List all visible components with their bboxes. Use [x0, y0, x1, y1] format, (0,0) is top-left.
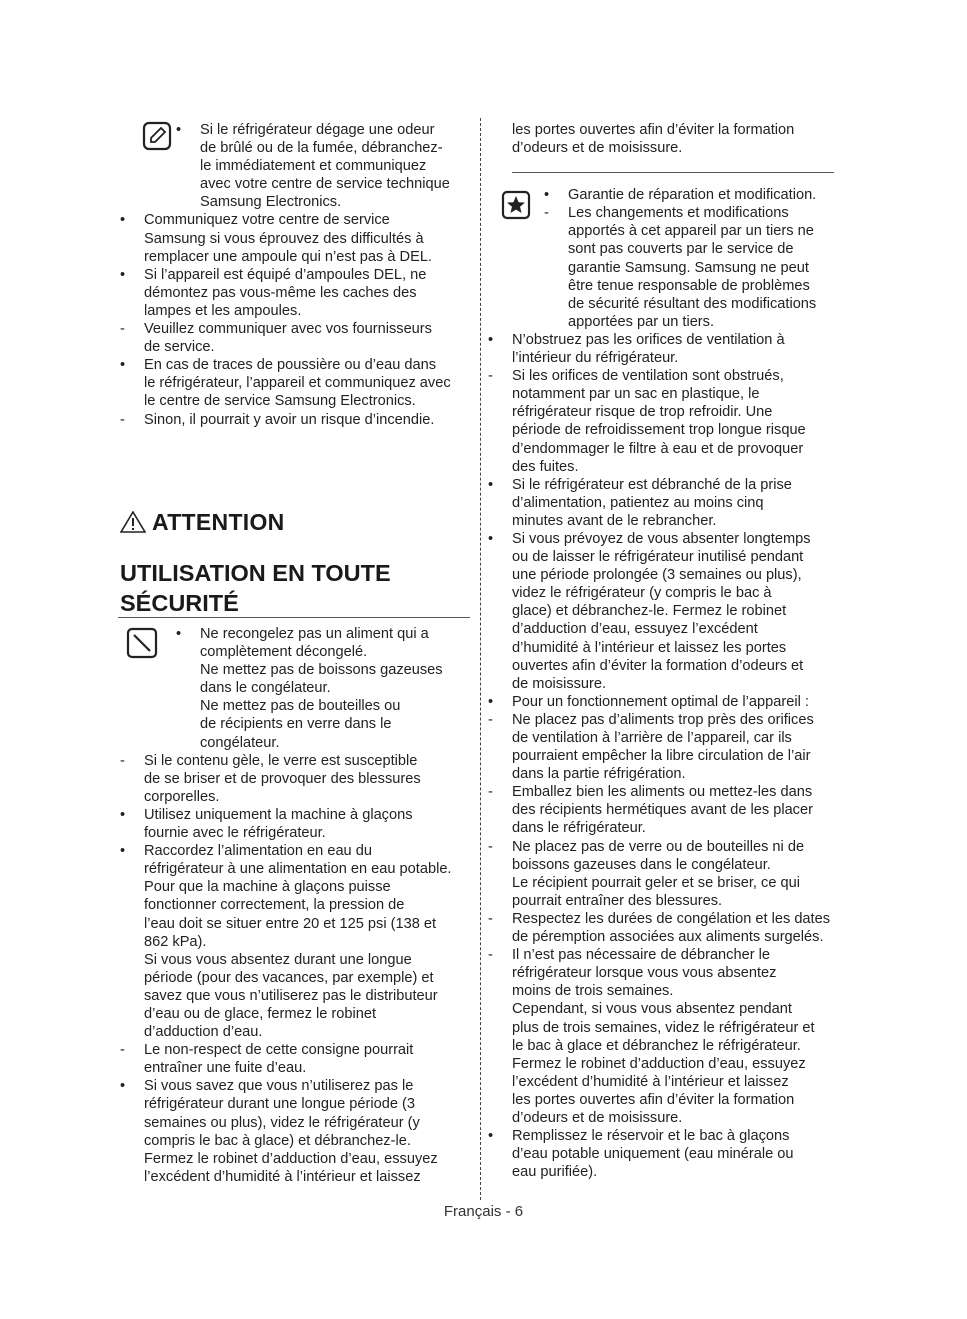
list-item — [486, 1055, 838, 1073]
item-text: sont pas couverts par le service de — [568, 241, 794, 258]
item-text: Veuillez communiquer avec vos fournisseurs — [144, 321, 432, 338]
line-text: Samsung Electronics. — [200, 194, 342, 211]
list-item — [118, 392, 470, 410]
list-item — [486, 801, 838, 819]
left-column — [118, 121, 470, 429]
list-item — [486, 838, 838, 856]
list-item — [486, 440, 838, 458]
line-text: complètement décongelé. — [200, 644, 368, 661]
text-line — [118, 193, 470, 211]
list-item — [486, 910, 838, 928]
list-item — [486, 458, 838, 476]
list-item — [118, 1059, 470, 1077]
list-item — [118, 896, 470, 914]
item-text: l’excédent d’humidité à l’intérieur et laissez — [512, 1073, 789, 1090]
list-item — [118, 284, 470, 302]
list-item — [486, 982, 838, 1000]
list-item — [486, 657, 838, 675]
item-text: Ne placez pas de verre ou de bouteilles ni de — [512, 838, 805, 855]
list-item — [486, 1127, 838, 1145]
bullet-marker: • — [488, 476, 494, 493]
list-item — [486, 313, 838, 331]
item-text: démontez pas vous-même les caches des — [144, 284, 417, 301]
list-item — [486, 566, 838, 584]
list-item — [118, 1150, 470, 1168]
item-text: Communiquez votre centre de service — [144, 212, 390, 229]
list-item — [486, 530, 838, 548]
item-text: Si le réfrigérateur est débranché de la prise — [512, 476, 792, 493]
bullet-marker: • — [176, 626, 182, 642]
list-item — [486, 222, 838, 240]
item-text: Raccordez l’alimentation en eau du — [144, 843, 372, 860]
item-text: d’eau ou de glace, fermez le robinet — [144, 1005, 377, 1022]
list-item — [486, 747, 838, 765]
text-line — [118, 157, 470, 175]
list-item — [486, 476, 838, 494]
line-text: de brûlé ou de la fumée, débranchez- — [200, 140, 443, 157]
bullet-marker: - — [120, 752, 125, 769]
list-item — [486, 584, 838, 602]
list-item — [118, 1114, 470, 1132]
list-item — [486, 1109, 838, 1127]
item-text: apportés à cet appareil par un tiers ne — [568, 223, 814, 240]
list-item — [118, 338, 470, 356]
right-column — [486, 121, 838, 1181]
text-line — [118, 679, 470, 697]
item-text: Emballez bien les aliments ou mettez-les dans — [512, 784, 813, 801]
list-item — [118, 806, 470, 824]
list-item — [118, 1095, 470, 1113]
list-item — [118, 411, 470, 429]
list-item — [118, 860, 470, 878]
bullet-marker: • — [120, 212, 126, 229]
item-text: pourraient empêcher la libre circulation de l’air — [512, 748, 811, 765]
list-item — [486, 204, 838, 222]
prohibited-note-block — [118, 625, 470, 752]
line-text: congélateur. — [200, 734, 280, 751]
item-text: dans le réfrigérateur. — [512, 820, 646, 837]
item-text: de moisissure. — [512, 675, 607, 692]
warning-triangle-icon — [120, 511, 146, 533]
item-text: de sécurité résultant des modifications — [568, 295, 817, 312]
list-item — [486, 711, 838, 729]
list-item — [118, 770, 470, 788]
list-item — [118, 842, 470, 860]
list-item — [118, 1023, 470, 1041]
item-text: Si le contenu gèle, le verre est susceptible — [144, 752, 418, 769]
item-text: Si l’appareil est équipé d’ampoules DEL, ne — [144, 266, 427, 283]
list-item — [118, 987, 470, 1005]
list-item — [486, 1000, 838, 1018]
text-line — [118, 625, 470, 643]
section-title: UTILISATION EN TOUTE SÉCURITÉ — [120, 560, 391, 616]
item-text: d’alimentation, patientez au moins cinq — [512, 494, 764, 511]
item-text: d’adduction d’eau. — [144, 1024, 263, 1041]
item-text: Les changements et modifications — [568, 205, 789, 222]
bullet-marker: • — [120, 806, 126, 823]
line-text: de récipients en verre dans le — [200, 716, 392, 733]
list-item — [486, 1145, 838, 1163]
item-text: 862 kPa). — [144, 933, 207, 950]
item-text: fonctionner correctement, la pression de — [144, 897, 405, 914]
list-item — [486, 892, 838, 910]
bullet-marker: - — [488, 838, 493, 855]
list-item — [486, 602, 838, 620]
item-text: d’endommager le filtre à eau et de provoquer — [512, 440, 804, 457]
list-item — [118, 933, 470, 951]
item-text: eau purifiée). — [512, 1164, 598, 1181]
item-text: l’intérieur du réfrigérateur. — [512, 350, 679, 367]
text-line: d’odeurs et de moisissure. — [512, 140, 683, 157]
list-item — [118, 878, 470, 896]
attention-heading: ATTENTION — [120, 509, 285, 536]
list-right — [486, 331, 838, 1181]
list-item — [118, 211, 470, 229]
list-item — [486, 512, 838, 530]
item-text: réfrigérateur à une alimentation en eau potable. — [144, 861, 452, 878]
item-text: période (pour des vacances, par exemple) et — [144, 969, 434, 986]
text-line — [118, 734, 470, 752]
bullet-marker: - — [488, 947, 493, 964]
bullet-marker: • — [488, 693, 494, 710]
text-line — [118, 715, 470, 733]
item-text: Si vous prévoyez de vous absenter longtemps — [512, 530, 811, 547]
item-text: dans la partie réfrigération. — [512, 766, 686, 783]
item-text: semaines ou plus), videz le réfrigérateur (y — [144, 1114, 420, 1131]
list-bottom — [118, 752, 470, 1186]
list-item — [118, 1168, 470, 1186]
item-text: réfrigérateur durant une longue période (3 — [144, 1096, 415, 1113]
list-item — [486, 675, 838, 693]
text-line — [118, 661, 470, 679]
text-line — [118, 121, 470, 139]
bullet-marker: - — [488, 784, 493, 801]
item-text: Pour un fonctionnement optimal de l’appareil : — [512, 693, 809, 710]
bullet-marker: - — [120, 1042, 125, 1059]
item-text: pourrait entraîner des blessures. — [512, 892, 723, 909]
list-item — [118, 320, 470, 338]
item-text: savez que vous n’utiliserez pas le distributeur — [144, 987, 438, 1004]
text-line — [118, 175, 470, 193]
bullet-marker: - — [544, 205, 549, 222]
item-text: une période prolongée (3 semaines ou plus), — [512, 567, 802, 584]
bullet-marker: - — [120, 321, 125, 338]
list-item — [118, 266, 470, 284]
item-text: Fermez le robinet d’adduction d’eau, essuyez — [512, 1055, 806, 1072]
item-text: Samsung si vous éprouvez des difficultés à — [144, 230, 424, 247]
list-item — [118, 230, 470, 248]
line-text: Ne mettez pas de boissons gazeuses — [200, 662, 443, 679]
list-item — [486, 946, 838, 964]
item-text: d’odeurs et de moisissure. — [512, 1109, 683, 1126]
item-text: le centre de service Samsung Electronics. — [144, 393, 416, 410]
item-text: Cependant, si vous vous absentez pendant — [512, 1001, 792, 1018]
bullet-marker: - — [488, 711, 493, 728]
list-item — [486, 729, 838, 747]
text-line: les portes ouvertes afin d’éviter la formation — [512, 122, 795, 138]
list-item — [486, 639, 838, 657]
line-text: dans le congélateur. — [200, 680, 331, 697]
line-text: Ne recongelez pas un aliment qui a — [200, 626, 429, 642]
line-text: Ne mettez pas de bouteilles ou — [200, 698, 401, 715]
item-text: videz le réfrigérateur (y compris le bac à — [512, 585, 772, 602]
list-item — [486, 856, 838, 874]
list-item — [118, 302, 470, 320]
list-item — [118, 1005, 470, 1023]
item-text: de service. — [144, 339, 215, 356]
item-text: remplacer une ampoule qui n’est pas à DEL. — [144, 248, 432, 265]
item-text: ou de laisser le réfrigérateur inutilisé pendant — [512, 549, 804, 566]
note-rule — [512, 172, 834, 173]
column-divider — [480, 118, 481, 1200]
list-item — [486, 1073, 838, 1091]
list-item — [486, 1019, 838, 1037]
list-item — [118, 915, 470, 933]
item-text: fournie avec le réfrigérateur. — [144, 825, 326, 842]
list-item — [118, 951, 470, 969]
list-item — [118, 356, 470, 374]
item-text: Le récipient pourrait geler et se briser, ce qui — [512, 874, 800, 891]
item-text: être tenue responsable de problèmes — [568, 277, 810, 294]
list-item — [118, 752, 470, 770]
list-item — [486, 928, 838, 946]
list-item — [486, 349, 838, 367]
left-column-lower — [118, 617, 470, 1186]
item-text: apportées par un tiers. — [568, 313, 715, 330]
list-item — [486, 421, 838, 439]
list-item — [118, 248, 470, 266]
item-text: En cas de traces de poussière ou d’eau dans — [144, 357, 437, 374]
section-rule — [118, 617, 470, 618]
list-item — [118, 969, 470, 987]
line-text: avec votre centre de service technique — [200, 176, 450, 193]
list-item — [486, 1091, 838, 1109]
list-item — [118, 1077, 470, 1095]
list-item — [486, 964, 838, 982]
list-item — [486, 240, 838, 258]
item-text: lampes et les ampoules. — [144, 302, 302, 319]
item-text: entraîner une fuite d’eau. — [144, 1060, 307, 1077]
list-item — [486, 783, 838, 801]
item-text: Ne placez pas d’aliments trop près des orifices — [512, 711, 814, 728]
list-item — [486, 548, 838, 566]
item-text: d’humidité à l’intérieur et laissez les portes — [512, 639, 787, 656]
bullet-marker: • — [488, 530, 494, 547]
item-text: des fuites. — [512, 458, 579, 475]
item-text: de ventilation à l’arrière de l’appareil, car ils — [512, 730, 792, 746]
item-text: des récipients hermétiques avant de les placer — [512, 802, 813, 819]
item-text: Pour que la machine à glaçons puisse — [144, 879, 391, 896]
list-item — [486, 367, 838, 385]
list-item — [486, 331, 838, 349]
list-item — [486, 620, 838, 638]
page-footer: Français - 6 — [443, 1203, 524, 1220]
list-item — [118, 788, 470, 806]
bullet-marker: • — [120, 1078, 126, 1095]
item-text: d’eau potable uniquement (eau minérale ou — [512, 1146, 794, 1163]
item-text: garantie Samsung. Samsung ne peut — [568, 259, 809, 276]
item-text: d’adduction d’eau, essuyez l’excédent — [512, 621, 758, 638]
bullet-marker: • — [176, 122, 182, 138]
list-item — [486, 295, 838, 313]
item-text: minutes avant de le rebrancher. — [512, 512, 717, 529]
list-item — [486, 277, 838, 295]
list-item — [486, 1163, 838, 1181]
item-text: moins de trois semaines. — [512, 983, 674, 1000]
item-text: le réfrigérateur, l’appareil et communiquez avec — [144, 375, 451, 392]
text-line — [118, 643, 470, 661]
item-text: Remplissez le réservoir et le bac à glaçons — [512, 1128, 790, 1145]
bullet-marker: - — [488, 368, 493, 385]
item-text: période de refroidissement trop longue risque — [512, 422, 806, 439]
item-text: N’obstruez pas les orifices de ventilation à — [512, 331, 785, 348]
list-item — [486, 693, 838, 711]
bullet-marker: - — [488, 910, 493, 927]
list-item — [118, 374, 470, 392]
item-text: les portes ouvertes afin d’éviter la formation — [512, 1091, 795, 1108]
item-text: Si vous savez que vous n’utiliserez pas le — [144, 1078, 414, 1095]
item-text: Le non-respect de cette consigne pourrait — [144, 1042, 414, 1059]
list-item — [486, 494, 838, 512]
bullet-marker: • — [120, 266, 126, 283]
list-item — [486, 819, 838, 837]
bullet-marker: • — [488, 1128, 494, 1145]
caution-note-block — [118, 121, 470, 211]
item-text: réfrigérateur lorsque vous vous absentez — [512, 965, 777, 982]
list-item — [486, 403, 838, 421]
item-text: l’eau doit se situer entre 20 et 125 psi (138 et — [144, 915, 437, 932]
item-text: réfrigérateur risque de trop refroidir. Une — [512, 404, 773, 421]
text-line — [118, 697, 470, 715]
list-item — [486, 259, 838, 277]
list-item — [486, 1037, 838, 1055]
warranty-note — [486, 186, 838, 331]
list-item — [486, 874, 838, 892]
item-text: l’excédent d’humidité à l’intérieur et laissez — [144, 1168, 421, 1185]
list-item — [118, 1041, 470, 1059]
bullet-marker: • — [120, 843, 126, 860]
item-text: boissons gazeuses dans le congélateur. — [512, 856, 771, 873]
item-text: Si vous vous absentez durant une longue — [144, 951, 412, 968]
item-text: Utilisez uniquement la machine à glaçons — [144, 806, 413, 823]
item-text: Si les orifices de ventilation sont obstrués, — [512, 368, 784, 385]
item-text: ouvertes afin d’éviter la formation d’odeurs et — [512, 657, 804, 674]
item-text: corporelles. — [144, 788, 220, 805]
list-item — [486, 186, 838, 204]
text-line — [118, 139, 470, 157]
bullet-marker: - — [120, 411, 125, 428]
list-item — [486, 385, 838, 403]
list-item — [486, 765, 838, 783]
item-text: Sinon, il pourrait y avoir un risque d’incendie. — [144, 411, 435, 428]
item-text: notamment par un sac en plastique, le — [512, 386, 760, 403]
item-text: Garantie de réparation et modification. — [568, 187, 817, 204]
line-text: le immédiatement et communiquez — [200, 158, 427, 175]
item-text: de péremption associées aux aliments surgelés. — [512, 929, 824, 946]
list-top — [118, 211, 470, 428]
list-item — [118, 824, 470, 842]
item-text: Il n’est pas nécessaire de débrancher le — [512, 947, 770, 964]
bullet-marker: • — [120, 357, 126, 374]
item-text: glace) et débranchez-le. Fermez le robinet — [512, 603, 787, 620]
item-text: Fermez le robinet d’adduction d’eau, essuyez — [144, 1150, 438, 1167]
item-text: de se briser et de provoquer des blessures — [144, 770, 421, 787]
item-text: Respectez les durées de congélation et les dates — [512, 910, 831, 927]
bullet-marker: • — [488, 331, 494, 348]
item-text: compris le bac à glace) et débranchez-le. — [144, 1132, 411, 1149]
bullet-marker: • — [544, 187, 550, 204]
item-text: le bac à glace et débranchez le réfrigérateur. — [512, 1037, 801, 1054]
line-text: Si le réfrigérateur dégage une odeur — [200, 122, 435, 138]
list-item — [118, 1132, 470, 1150]
item-text: plus de trois semaines, videz le réfrigérateur et — [512, 1019, 815, 1036]
continued-text — [486, 121, 838, 157]
